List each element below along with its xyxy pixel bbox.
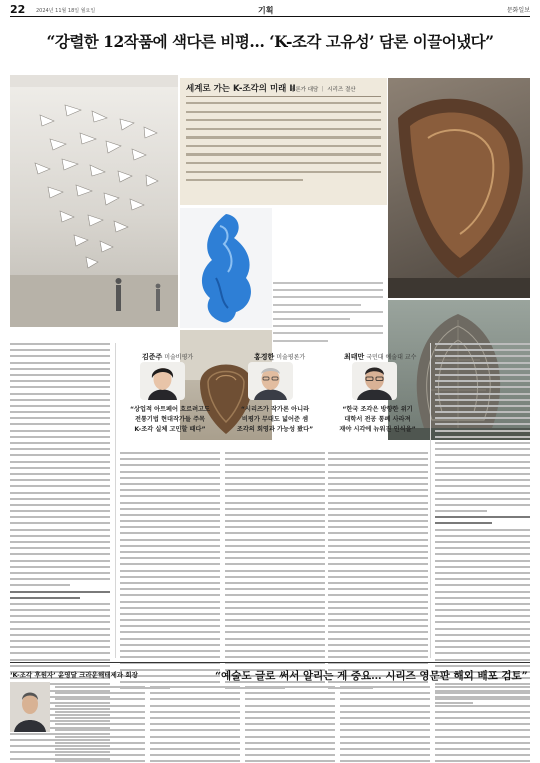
publication-name: 문화일보 [506, 7, 530, 14]
gallery-sculpture-photo [10, 75, 178, 327]
article-text-column [328, 452, 428, 693]
bottom-article-label: ‘K-조각 후원자’ 윤영달 크라운해태제과 회장 [10, 671, 138, 679]
blue-figure-sculpture-photo [180, 208, 272, 328]
panelist-portrait-2 [248, 362, 293, 400]
bottom-text-column [150, 686, 240, 763]
bottom-text-column [245, 686, 335, 763]
column-divider [430, 343, 431, 658]
panelist-quote-2: “시리즈가 작가론 아니라 비평가 무대도 넓어준 셈 조각의 회영과 가능성 봤다” [236, 406, 314, 433]
portrait-photo-icon [248, 362, 293, 400]
sculpture-photo-icon [10, 75, 178, 327]
bottom-text-column [55, 686, 145, 763]
shell-sculpture-photo [388, 78, 530, 298]
section-name: 기획 [258, 6, 274, 15]
series-title: 세계로 가는 K-조각의 미래 II [186, 84, 296, 94]
panelist-quote-3: “한국 조각은 방향한 위기 대학서 전공 통폐 사라져 재야 시각에 뉴워진 인식을” [339, 406, 416, 433]
bottom-article-headline: “예술도 글로 써서 알리는 게 중요… 시리즈 영문판 해외 배포 검토” [215, 670, 528, 682]
series-info-box [180, 78, 387, 205]
article-text-column [120, 452, 220, 693]
portrait-photo-icon [352, 362, 397, 400]
article-text-column [225, 452, 325, 693]
portrait-photo-icon [10, 682, 50, 732]
article-text-column [435, 343, 530, 708]
portrait-photo-icon [140, 362, 185, 400]
bottom-text-column [435, 686, 530, 763]
panelist-quote-1: “상업적 아트페어 흐르려고도 전통기법 현대작가들 주목 K-조각 실체 고민할 때다” [129, 406, 211, 433]
page-number: 22 [10, 3, 26, 16]
issue-date: 2024년 11월 18일 월요일 [36, 8, 96, 14]
sculpture-photo-icon [388, 78, 530, 298]
series-description-text [186, 102, 381, 188]
photo-caption [273, 282, 383, 347]
sculpture-photo-icon [180, 208, 272, 328]
page-header [10, 5, 530, 17]
bottom-text-column [340, 686, 430, 763]
panelist-name-3: 최태만 국민대 예술대 교수 [344, 353, 417, 361]
series-subtitle: 평론가 대담 ｜ 시리즈 결산 [290, 87, 356, 93]
interviewee-portrait [10, 682, 50, 732]
panelist-portrait-3 [352, 362, 397, 400]
section-rule [10, 662, 530, 663]
panelist-name-2: 홍경한 미술평론가 [254, 353, 306, 361]
panelist-name-1: 김준주 미술비평가 [142, 353, 194, 361]
panelist-portrait-1 [140, 362, 185, 400]
main-headline: “강렬한 12작품에 색다른 비평… ‘K-조각 고유성’ 담론 이끌어냈다” [46, 32, 494, 51]
column-divider [115, 343, 116, 658]
